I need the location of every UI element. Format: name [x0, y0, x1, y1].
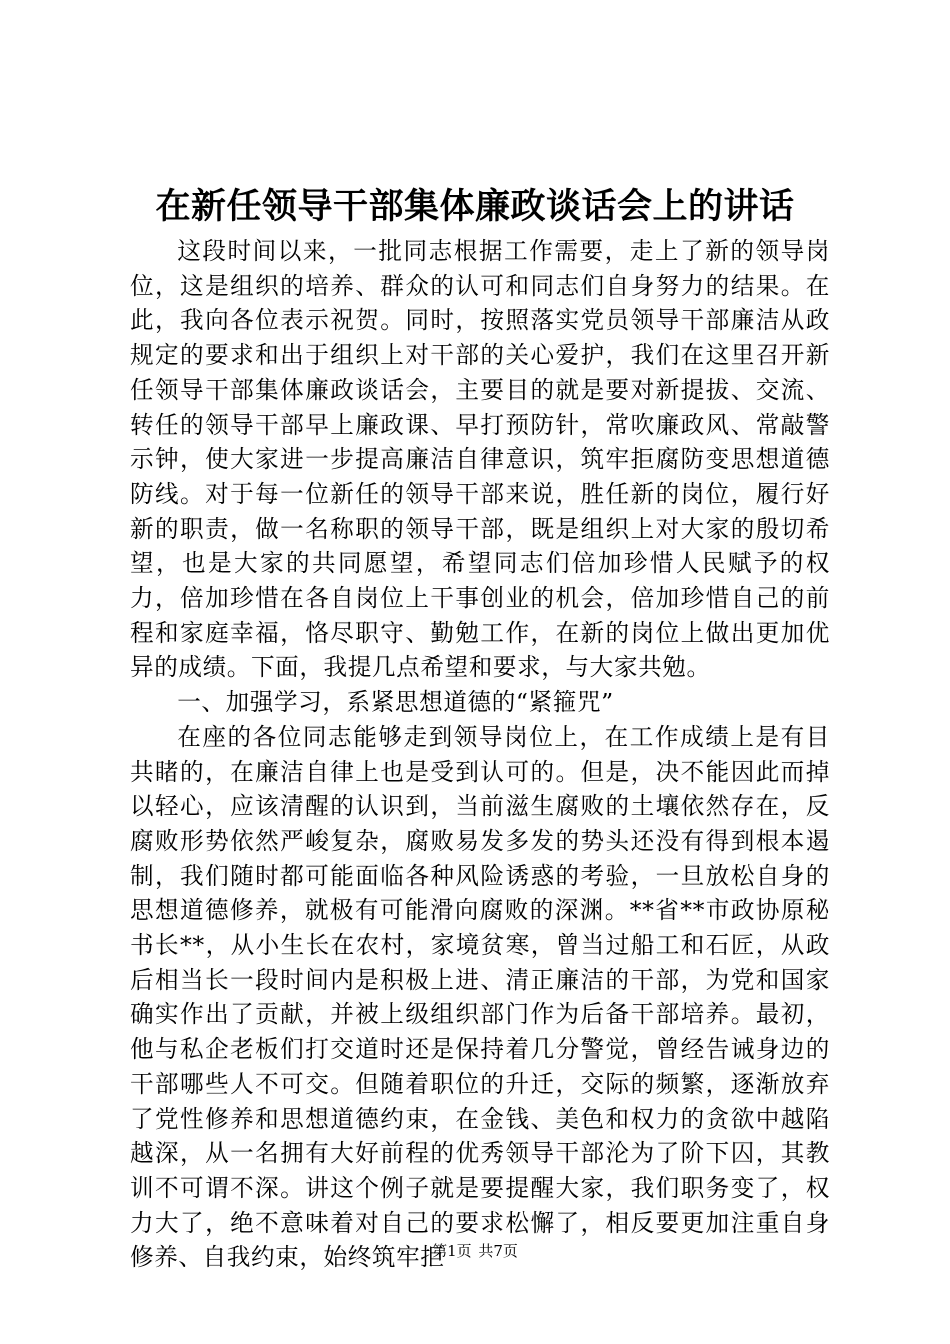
page-footer: [0, 1240, 950, 1262]
document-body: [130, 234, 830, 1275]
document-title: 在新任领导干部集体廉政谈话会上的讲话: [155, 186, 795, 227]
paragraph-intro: 这段时间以来，一批同志根据工作需要，走上了新的领导岗位，这是组织的培养、群众的认可和同志们自身努力的结果。在此，我向各位表示祝贺。同时，按照落实党员领导干部廉洁从政规定的要求和出于组织上对干部的关心爱护，我们在这里召开新任领导干部集体廉政谈话会，主要目的就是要对新提拔、交流、转任的领导干部早上廉政课、早打预防针，常吹廉政风、常敲警示钟，使大家进一步提高廉洁自律意识，筑牢拒腐防变思想道德防线。对于每一位新任的领导干部来说，胜任新的岗位，履行好新的职责，做一名称职的领导干部，既是组织上对大家的殷切希望，也是大家的共同愿望，希望同志们倍加珍惜人民赋予的权力，倍加珍惜在各自岗位上干事创业的机会，倍加珍惜自己的前程和家庭幸福，恪尽职守、勤勉工作，在新的岗位上做出更加优异的成绩。下面，我提几点希望和要求，与大家共勉。: [130, 237, 830, 682]
section-heading-1: 一、加强学习，系紧思想道德的“紧箍咒”: [177, 688, 614, 717]
paragraph-section-1: 在座的各位同志能够走到领导岗位上，在工作成绩上是有目共睹的，在廉洁自律上也是受到认可的。但是，决不能因此而掉以轻心，应该清醒的认识到，当前滋生腐败的土壤依然存在，反腐败形势依然严峻复杂，腐败易发多发的势头还没有得到根本遏制，我们随时都可能面临各种风险诱惑的考验，一旦放松自身的思想道德修养，就极有可能滑向腐败的深渊。**省**市政协原秘书长**，从小生长在农村，家境贫寒，曾当过船工和石匠，从政后相当长一段时间内是积极上进、清正廉洁的干部，为党和国家确实作出了贡献，并被上级组织部门作为后备干部培养。最初，他与私企老板们打交道时还是保持着几分警觉，曾经告诫身边的干部哪些人不可交。但随着职位的升迁，交际的频繁，逐渐放弃了党性修养和思想道德约束，在金钱、美色和权力的贪欲中越陷越深，从一名拥有大好前程的优秀领导干部沦为了阶下囚，其教训不可谓不深。讲这个例子就是要提醒大家，我们职务变了，权力大了，绝不意味着对自己的要求松懈了，相反要更加注重自身修养、自我约束，始终筑牢拒: [130, 722, 830, 1272]
page-number: 第1页: [432, 1242, 472, 1260]
page-total: 共7页: [478, 1242, 518, 1260]
